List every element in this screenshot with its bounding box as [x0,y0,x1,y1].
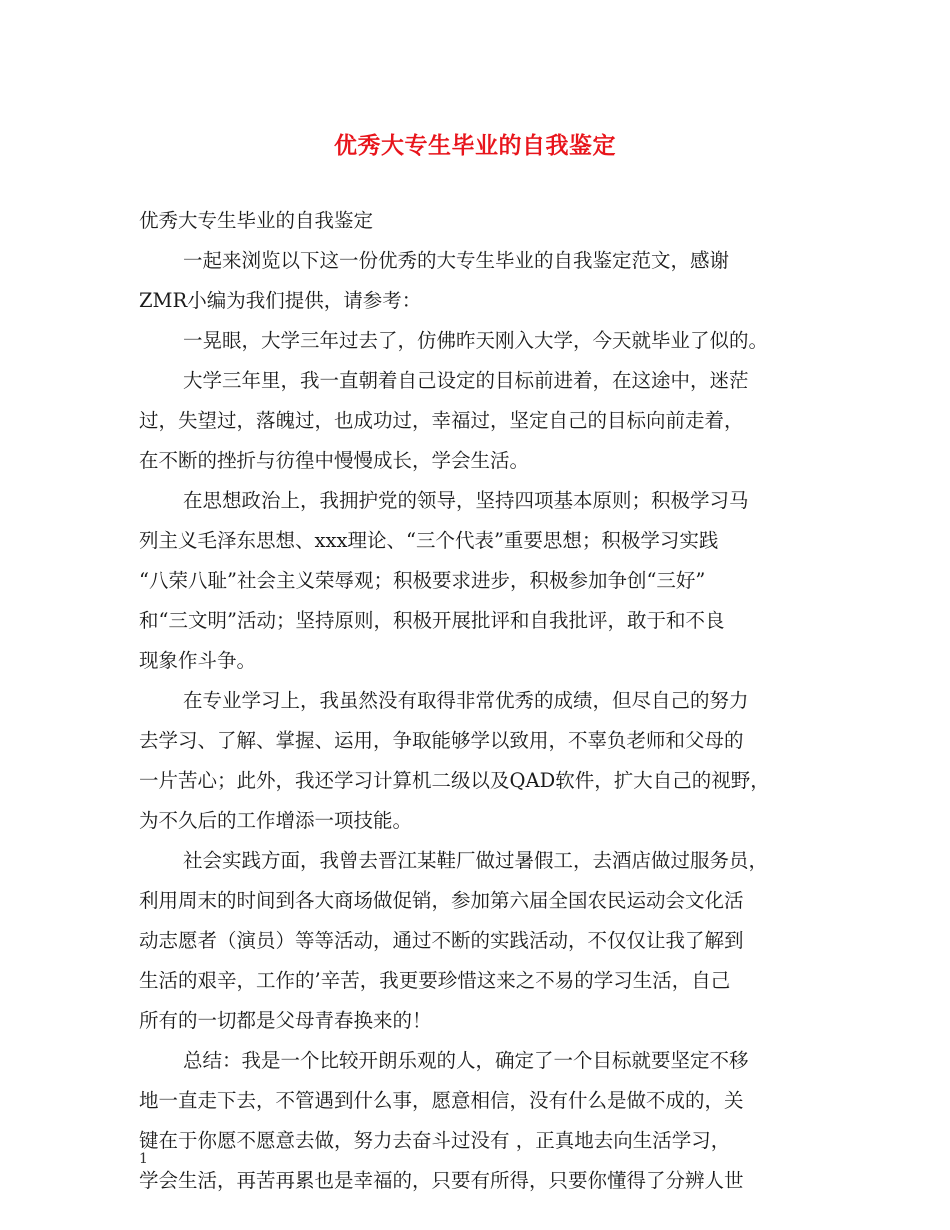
text-line: 现象作斗争。 [139,649,257,672]
text-line: 优秀大专生毕业的自我鉴定 [139,209,374,232]
text-line: ZMR小编为我们提供，请参考： [139,289,422,312]
text-line: 在思想政治上，我拥护党的领导，坚持四项基本原则；积极学习马 [183,489,749,512]
text-line: 去学习、了解、掌握、运用，争取能够学以致用，不辜负老师和父母的 [139,729,744,752]
text-line: 和“三文明”活动；坚持原则，积极开展批评和自我批评，敢于和不良 [139,609,725,632]
text-line: 为不久后的工作增添一项技能。 [139,809,413,832]
text-line: “八荣八耻”社会主义荣辱观；积极要求进步，积极参加争创“三好” [139,569,706,592]
page-number: 1 [139,1151,148,1167]
document-title: 优秀大专生毕业的自我鉴定 [334,132,616,159]
text-line: 在专业学习上，我虽然没有取得非常优秀的成绩，但尽自己的努力 [183,689,749,712]
text-line: 生活的艰辛，工作的’辛苦，我更要珍惜这来之不易的学习生活，自己 [139,969,731,992]
text-line: 动志愿者（演员）等等活动，通过不断的实践活动，不仅仅让我了解到 [139,929,744,952]
text-line: 社会实践方面，我曾去晋江某鞋厂做过暑假工，去酒店做过服务员， [183,849,769,872]
text-line: 总结：我是一个比较开朗乐观的人，确定了一个目标就要坚定不移 [183,1049,749,1072]
text-line: 键在于你愿不愿意去做，努力去奋斗过没有 ，正真地去向生活学习， [139,1129,731,1152]
text-line: 大学三年里，我一直朝着自己设定的目标前进着，在这途中，迷茫 [183,369,749,392]
document-body [139,201,819,1201]
text-line: 过，失望过，落魄过，也成功过，幸福过，坚定自己的目标向前走着， [139,409,744,432]
text-line: 一起来浏览以下这一份优秀的大专生毕业的自我鉴定范文，感谢 [183,249,730,272]
text-line: 列主义毛泽东思想、xxx理论、“三个代表”重要思想；积极学习实践 [139,529,719,552]
text-line: 地一直走下去，不管遇到什么事，愿意相信，没有什么是做不成的，关 [139,1089,744,1112]
text-line: 在不断的挫折与彷徨中慢慢成长，学会生活。 [139,449,530,472]
text-line: 所有的一切都是父母青春换来的！ [139,1009,432,1032]
text-line: 一片苦心；此外，我还学习计算机二级以及QAD软件，扩大自己的视野， [139,769,770,792]
text-line: 一晃眼，大学三年过去了，仿佛昨天刚入大学，今天就毕业了似的。 [183,329,769,352]
text-line: 学会生活，再苦再累也是幸福的，只要有所得，只要你懂得了分辨人世 [139,1169,744,1192]
text-line: 利用周末的时间到各大商场做促销，参加第六届全国农民运动会文化活 [139,889,744,912]
